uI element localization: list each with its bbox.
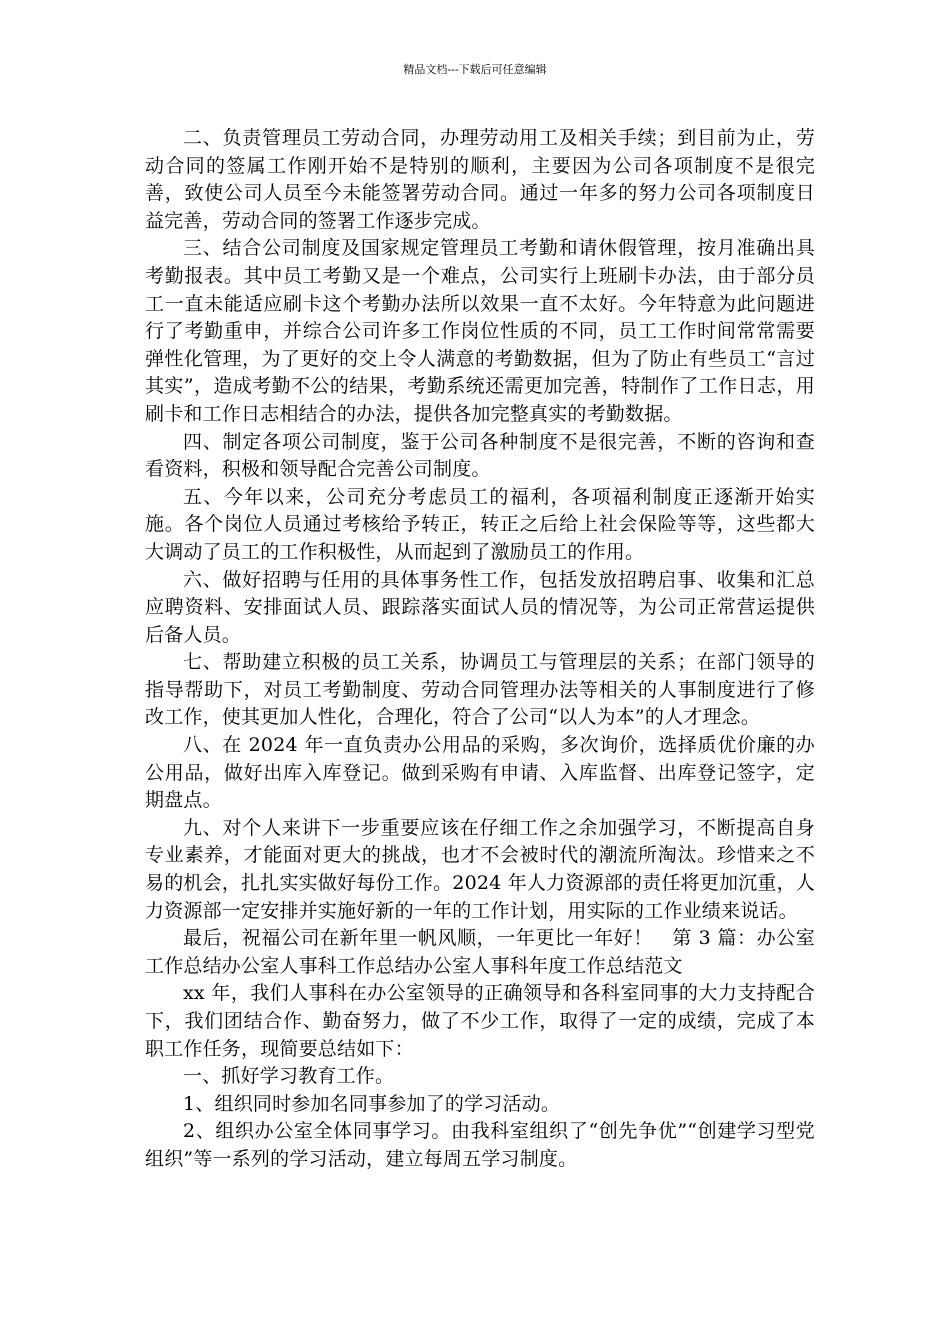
list-item-1: 1、组织同时参加名同事参加了的学习活动。 xyxy=(183,1092,561,1115)
paragraph-6: 六、做好招聘与任用的具体事务性工作，包括发放招聘启事、收集和汇总应聘资料、安排面试人员、跟踪落实面试人员的情况等，为公司正常营运提供后备人员。 xyxy=(145,568,815,646)
paragraph-9: 九、对个人来讲下一步重要应该在仔细工作之余加强学习，不断提高自身专业素养，才能面对更大的挑战，也才不会被时代的潮流所淘汰。珍惜来之不易的机会，扎扎实实做好每份工作。2024 年人力资源部的责任将更加沉重，人力资源部一定安排并实施好新的一年的工作计划，用实际的工作业绩来说话。 xyxy=(145,816,815,922)
paragraph-closing: 最后，祝福公司在新年里一帆风顺，一年更比一年好！ 第 3 篇：办公室工作总结办公室人事科工作总结办公室人事科年度工作总结范文 xyxy=(145,927,815,977)
page-header: 精品文档---下载后可任意编辑 xyxy=(403,63,547,76)
paragraph-3: 三、结合公司制度及国家规定管理员工考勤和请休假管理，按月准确出具考勤报表。其中员工考勤又是一个难点，公司实行上班刷卡办法，由于部分员工一直未能适应刷卡这个考勤办法所以效果一直不太好。今年特意为此问题进行了考勤重申，并综合公司许多工作岗位性质的不同，员工工作时间常常需要弹性化管理，为了更好的交上令人满意的考勤数据，但为了防止有些员工“言过其实”，造成考勤不公的结果，考勤系统还需更加完善，特制作了工作日志，用刷卡和工作日志相结合的办法，提供各加完整真实的考勤数据。 xyxy=(145,237,815,425)
document-body xyxy=(145,125,815,1174)
section-heading-study: 一、抓好学习教育工作。 xyxy=(183,1065,395,1088)
paragraph-4: 四、制定各项公司制度，鉴于公司各种制度不是很完善，不断的咨询和查看资料，积极和领导配合完善公司制度。 xyxy=(145,430,815,481)
paragraph-8: 八、在 2024 年一直负责办公用品的采购，多次询价，选择质优价廉的办公用品，做好出库入库登记。做到采购有申请、入库监督、出库登记签字，定期盘点。 xyxy=(145,734,815,812)
paragraph-7: 七、帮助建立积极的员工关系，协调员工与管理层的关系；在部门领导的指导帮助下，对员工考勤制度、劳动合同管理办法等相关的人事制度进行了修改工作，使其更加人性化，合理化，符合了公司“以人为本”的人才理念。 xyxy=(145,651,815,729)
paragraph-5: 五、今年以来，公司充分考虑员工的福利，各项福利制度正逐渐开始实施。各个岗位人员通过考核给予转正，转正之后给上社会保险等等，这些都大大调动了员工的工作积极性，从而起到了激励员工的作用。 xyxy=(145,485,815,563)
paragraph-2: 二、负责管理员工劳动合同，办理劳动用工及相关手续；到目前为止，劳动合同的签属工作刚开始不是特别的顺利，主要因为公司各项制度不是很完善，致使公司人员至今未能签署劳动合同。通过一年多的努力公司各项制度日益完善，劳动合同的签署工作逐步完成。 xyxy=(145,127,815,232)
list-item-2: 2、组织办公室全体同事学习。由我科室组织了“创先争优”“创建学习型党组织”等一系列的学习活动，建立每周五学习制度。 xyxy=(145,1120,815,1170)
paragraph-summary-intro: xx 年，我们人事科在办公室领导的正确领导和各科室同事的大力支持配合下，我们团结合作、勤奋努力，做了不少工作，取得了一定的成绩，完成了本职工作任务，现简要总结如下： xyxy=(145,982,815,1060)
